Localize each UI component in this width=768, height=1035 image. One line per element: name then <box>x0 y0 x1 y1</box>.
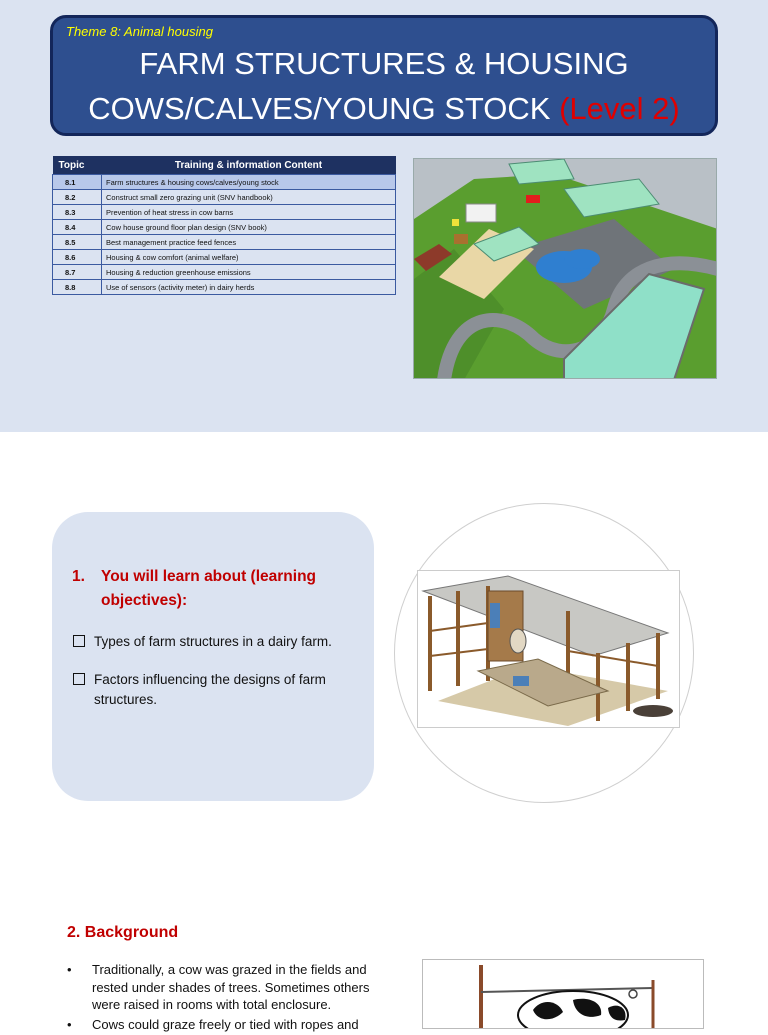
topic-content: Best management practice feed fences <box>102 235 396 250</box>
topic-content: Housing & cow comfort (animal welfare) <box>102 250 396 265</box>
table-header-row <box>53 156 396 175</box>
title-line-1: FARM STRUCTURES & HOUSING <box>139 46 629 81</box>
objectives-heading <box>72 565 362 613</box>
background-heading: 2. Background <box>67 924 179 941</box>
list-item-text: Traditionally, a cow was grazed in the fields and rested under shades of trees. Sometimes others were raised in rooms with total enclosure. <box>92 962 370 1012</box>
topic-number: 8.5 <box>53 235 102 250</box>
checkbox-bullet-icon <box>73 673 85 685</box>
topic-number: 8.1 <box>53 175 102 190</box>
title-banner <box>50 15 718 136</box>
topic-content: Prevention of heat stress in cow barns <box>102 205 396 220</box>
topic-content: Use of sensors (activity meter) in dairy herds <box>102 280 396 295</box>
level-badge: (Level 2) <box>559 91 680 126</box>
topic-number: 8.2 <box>53 190 102 205</box>
farm-layout-illustration <box>413 158 717 379</box>
objectives-title: You will learn about (learning objectives): <box>101 568 317 609</box>
objective-text: Factors influencing the designs of farm structures. <box>94 672 326 707</box>
topic-content: Housing & reduction greenhouse emissions <box>102 265 396 280</box>
table-row <box>53 235 396 250</box>
table-row <box>53 190 396 205</box>
topics-table <box>52 156 396 295</box>
topic-column-header: Topic <box>53 156 102 175</box>
topic-content: Farm structures & housing cows/calves/young stock <box>102 175 396 190</box>
topic-content: Construct small zero grazing unit (SNV handbook) <box>102 190 396 205</box>
tethered-cow-illustration <box>422 959 704 1029</box>
list-item-text: Cows could graze freely or tied with ropes and <box>92 1016 359 1032</box>
objective-item <box>73 632 363 652</box>
cow-shed-illustration <box>417 570 680 728</box>
theme-label: Theme 8: Animal housing <box>66 24 213 39</box>
list-item <box>67 1016 377 1034</box>
checkbox-bullet-icon <box>73 635 85 647</box>
content-column-header: Training & information Content <box>102 156 396 175</box>
title-subject: COWS/CALVES/YOUNG STOCK <box>88 91 551 126</box>
topic-number: 8.4 <box>53 220 102 235</box>
table-row <box>53 250 396 265</box>
topic-number: 8.8 <box>53 280 102 295</box>
table-row <box>53 175 396 190</box>
bullet-icon: • <box>67 1016 72 1032</box>
table-row <box>53 280 396 295</box>
list-item <box>67 961 377 1014</box>
topic-number: 8.3 <box>53 205 102 220</box>
objective-text: Types of farm structures in a dairy farm. <box>94 634 332 649</box>
table-row <box>53 205 396 220</box>
table-row <box>53 265 396 280</box>
topic-number: 8.6 <box>53 250 102 265</box>
objectives-number: 1. <box>72 568 85 585</box>
title-line-2 <box>53 91 715 127</box>
objective-item <box>73 670 363 710</box>
topic-content: Cow house ground floor plan design (SNV book) <box>102 220 396 235</box>
topic-number: 8.7 <box>53 265 102 280</box>
table-row <box>53 220 396 235</box>
bullet-icon: • <box>67 962 72 977</box>
learning-objectives-card <box>52 512 374 801</box>
